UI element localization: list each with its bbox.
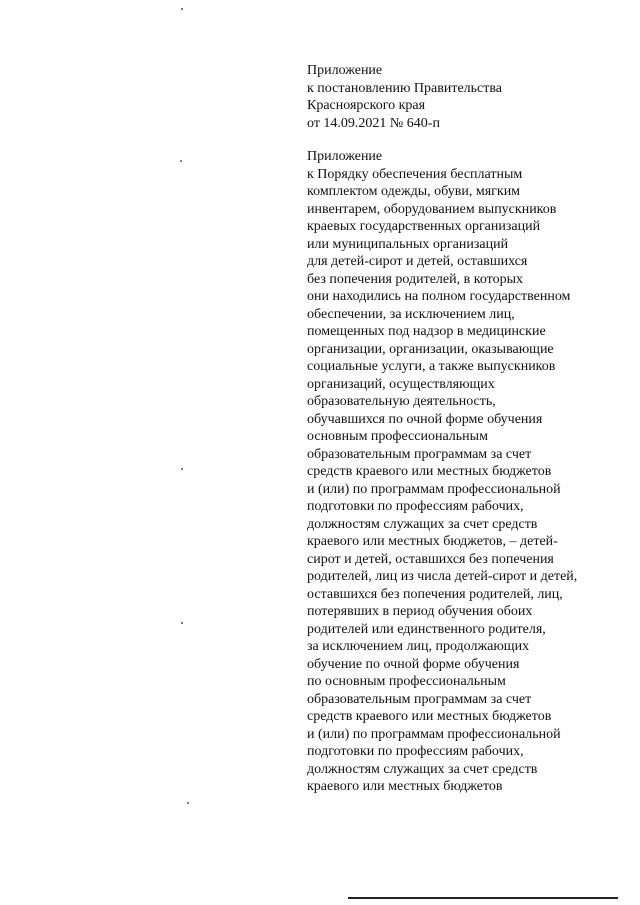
scan-speck <box>180 160 182 162</box>
appendix-line: за исключением лиц, продолжающих <box>307 639 530 654</box>
scan-speck <box>181 622 183 624</box>
approval-header <box>307 62 502 132</box>
appendix-line: средств краевого или местных бюджетов <box>307 464 552 479</box>
appendix-line: и (или) по программам профессиональной <box>307 481 561 497</box>
appendix-line: к Порядку обеспечения бесплатным <box>307 166 523 182</box>
appendix-line: комплектом одежды, обуви, мягким <box>307 184 521 199</box>
appendix-line: родителей, лиц из числа детей-сирот и детей, <box>307 569 578 584</box>
scan-speck <box>181 468 183 470</box>
appendix-line: и (или) по программам профессиональной <box>307 726 561 742</box>
header-line: Красноярского края <box>307 98 426 113</box>
appendix-line: без попечения родителей, в которых <box>307 271 523 287</box>
appendix-line: для детей-сирот и детей, оставшихся <box>307 254 528 269</box>
appendix-line: краевого или местных бюджетов, – детей- <box>307 534 558 549</box>
appendix-line: основным профессиональным <box>307 429 488 444</box>
scan-speck <box>187 802 189 804</box>
appendix-line: потерявших в период обучения обоих <box>307 604 533 619</box>
appendix-line: должностям служащих за счет средств <box>307 761 538 777</box>
appendix-line: инвентарем, оборудованием выпускников <box>307 201 557 217</box>
appendix-line: должностям служащих за счет средств <box>307 516 538 532</box>
scan-speck <box>181 8 183 10</box>
appendix-line: организаций, осуществляющих <box>307 376 495 392</box>
appendix-line: обучение по очной форме обучения <box>307 656 520 672</box>
appendix-line: средств краевого или местных бюджетов <box>307 709 552 724</box>
appendix-line: краевого или местных бюджетов <box>307 779 503 794</box>
appendix-line: они находились на полном государственном <box>307 289 571 304</box>
appendix-line: образовательную деятельность, <box>307 394 496 409</box>
header-line: Приложение <box>307 63 383 78</box>
appendix-line: оставшихся без попечения родителей, лиц, <box>307 586 563 602</box>
appendix-line: Приложение <box>307 149 383 164</box>
appendix-line: помещенных под надзор в медицинские <box>307 324 546 339</box>
appendix-line: обеспечении, за исключением лиц, <box>307 306 515 322</box>
appendix-title-block <box>307 148 577 796</box>
appendix-line: образовательным программам за счет <box>307 691 532 707</box>
appendix-line: или муниципальных организаций <box>307 236 509 252</box>
appendix-line: социальные услуги, а также выпускников <box>307 359 556 374</box>
header-line: от 14.09.2021 № 640-п <box>307 115 440 131</box>
appendix-line: краевых государственных организаций <box>307 219 541 234</box>
appendix-line: образовательным программам за счет <box>307 446 532 462</box>
appendix-line: организации, организации, оказывающие <box>307 341 554 357</box>
appendix-line: сирот и детей, оставшихся без попечения <box>307 551 554 567</box>
appendix-line: подготовки по профессиям рабочих, <box>307 744 524 759</box>
appendix-line: обучавшихся по очной форме обучения <box>307 411 543 427</box>
bottom-scan-line <box>348 897 618 899</box>
appendix-line: родителей или единственного родителя, <box>307 621 546 637</box>
header-line: к постановлению Правительства <box>307 80 503 96</box>
appendix-line: подготовки по профессиям рабочих, <box>307 499 524 514</box>
appendix-line: по основным профессиональным <box>307 674 506 689</box>
